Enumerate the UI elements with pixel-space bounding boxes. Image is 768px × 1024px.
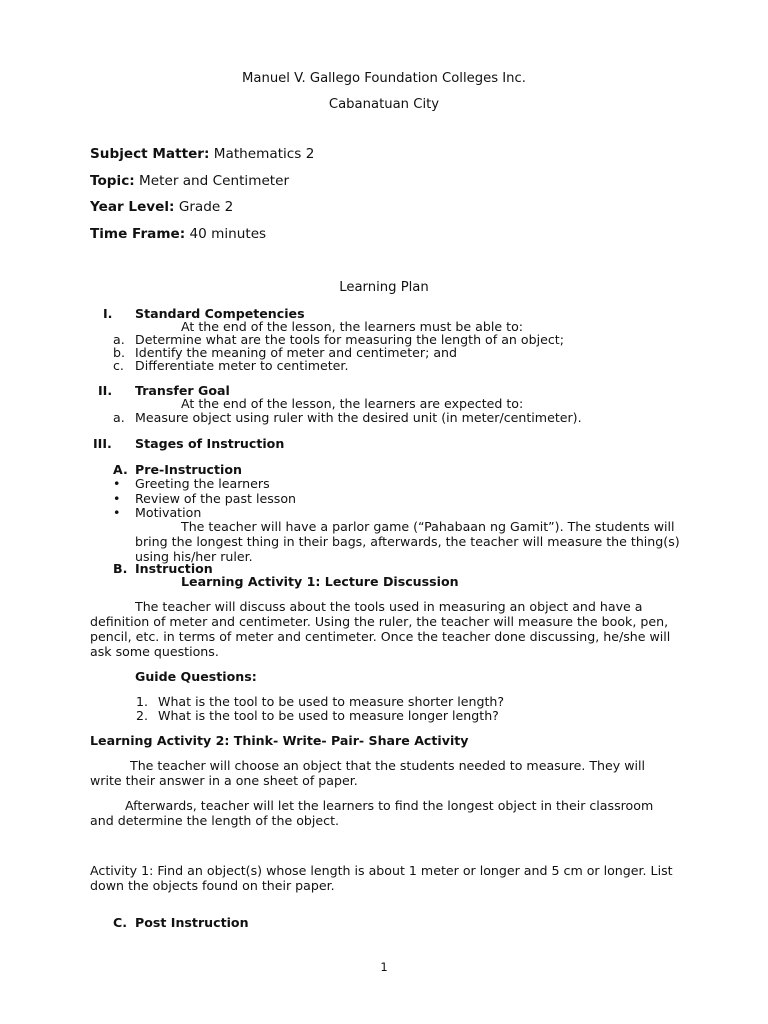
section3-title: Stages of Instruction	[135, 436, 285, 451]
section1-marker-c: c.	[113, 358, 124, 373]
activity2-text-1: The teacher will choose an object that the students needed to measure. They will write their answer in a one sheet of paper.	[90, 758, 646, 788]
question-1-marker: 1.	[136, 694, 149, 709]
question-2-marker: 2.	[136, 708, 149, 723]
activity-note: Activity 1: Find an object(s) whose length is about 1 meter or longer and 5 cm or longer. List down the objects found on their paper.	[90, 863, 673, 893]
activity2-title: Learning Activity 2: Think- Write- Pair- Share Activity	[90, 733, 469, 748]
page-number: 1	[380, 960, 388, 974]
instruction-title: Instruction	[135, 561, 213, 576]
section1-title: Standard Competencies	[135, 306, 305, 321]
motivation-text: The teacher will have a parlor game (“Pahabaan ng Gamit”). The students will bring the longest thing in their bags, afterwards, the teacher will measure the thing(s) using his/her ruler.	[135, 519, 680, 564]
institution-name: Manuel V. Gallego Foundation Colleges Inc.	[242, 71, 526, 86]
section1-intro: At the end of the lesson, the learners must be able to:	[181, 319, 524, 334]
post-title: Post Instruction	[135, 915, 249, 930]
section1-marker-b: b.	[113, 345, 125, 360]
question-2: What is the tool to be used to measure longer length?	[158, 708, 499, 723]
meta-time-frame	[90, 227, 266, 242]
section1-item-b: Identify the meaning of meter and centimeter; and	[135, 345, 458, 360]
section1-item-a: Determine what are the tools for measuring the length of an object;	[135, 332, 564, 347]
section2-marker-a: a.	[113, 410, 125, 425]
section3-numeral: III.	[93, 436, 112, 451]
meta-value: 40 minutes	[189, 226, 267, 242]
activity1-title: Learning Activity 1: Lecture Discussion	[181, 574, 459, 589]
section2-title: Transfer Goal	[135, 383, 230, 398]
meta-value: Grade 2	[178, 199, 234, 215]
section2-numeral: II.	[98, 383, 113, 398]
pre-bullet-1: Greeting the learners	[135, 476, 270, 491]
section1-marker-a: a.	[113, 332, 125, 347]
post-marker: C.	[113, 915, 128, 930]
meta-value: Meter and Centimeter	[139, 173, 290, 189]
city-name: Cabanatuan City	[328, 97, 440, 112]
pre-bullet-3: Motivation	[135, 505, 202, 520]
bullet-icon: •	[113, 476, 121, 491]
meta-label: Subject Matter:	[90, 146, 210, 162]
instruction-marker: B.	[113, 561, 128, 576]
section2-item-a: Measure object using ruler with the desired unit (in meter/centimeter).	[135, 410, 582, 425]
pre-title: Pre-Instruction	[135, 462, 242, 477]
meta-topic	[90, 174, 289, 189]
meta-label: Time Frame:	[90, 226, 186, 242]
section2-intro: At the end of the lesson, the learners are expected to:	[181, 396, 524, 411]
meta-subject	[90, 147, 314, 162]
bullet-icon: •	[113, 491, 121, 506]
meta-label: Topic:	[90, 173, 135, 189]
section1-item-c: Differentiate meter to centimeter.	[135, 358, 349, 373]
guide-title: Guide Questions:	[135, 669, 257, 684]
activity2-text-2: Afterwards, teacher will let the learners to find the longest object in their classroom and determine the length of the object.	[90, 798, 654, 828]
meta-value: Mathematics 2	[213, 146, 315, 162]
pre-bullet-2: Review of the past lesson	[135, 491, 297, 506]
question-1: What is the tool to be used to measure shorter length?	[158, 694, 505, 709]
pre-marker: A.	[113, 462, 128, 477]
section1-numeral: I.	[103, 306, 113, 321]
activity1-text: The teacher will discuss about the tools used in measuring an object and have a definition of meter and centimeter. Using the ruler, the teacher will measure the book, pen, pencil, etc. in terms of meter and centimeter. Once the teacher done discussing, he/she will ask some questions.	[90, 599, 671, 659]
plan-title: Learning Plan	[339, 280, 429, 295]
meta-label: Year Level:	[90, 199, 175, 215]
meta-year-level	[90, 200, 233, 215]
bullet-icon: •	[113, 505, 121, 520]
